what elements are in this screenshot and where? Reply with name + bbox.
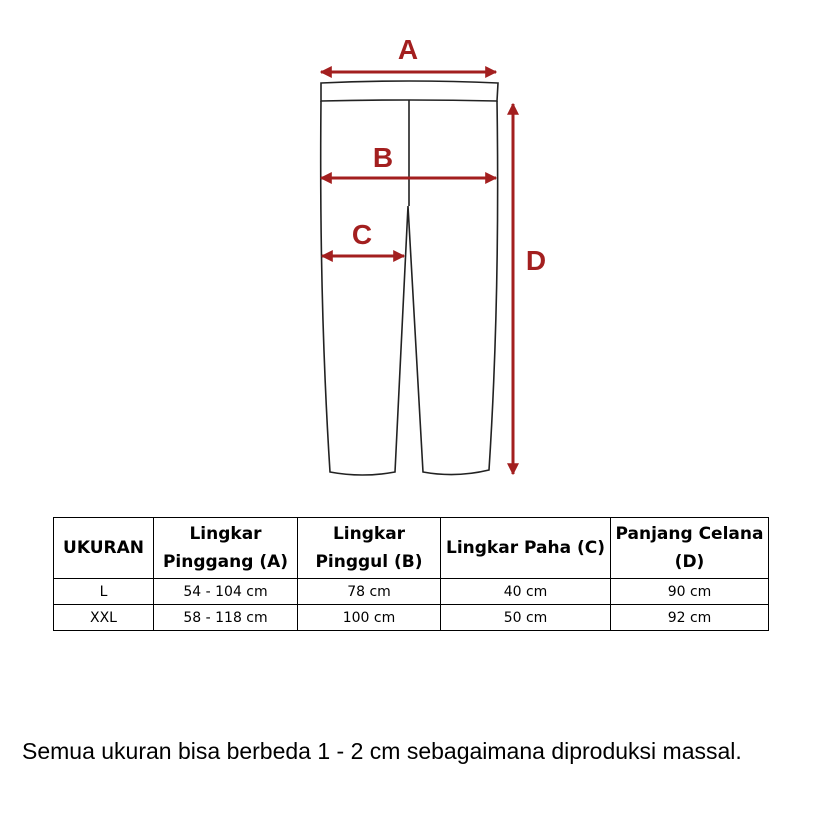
cell-length: 92 cm <box>611 605 769 631</box>
table-header-row <box>54 518 769 579</box>
header-length: Panjang Celana (D) <box>611 518 769 579</box>
label-c: C <box>351 219 373 250</box>
header-size: UKURAN <box>54 518 154 579</box>
cell-hip: 78 cm <box>298 579 441 605</box>
label-b: B <box>372 142 394 173</box>
cell-size: XXL <box>54 605 154 631</box>
cell-waist: 58 - 118 cm <box>154 605 298 631</box>
cell-thigh: 40 cm <box>441 579 611 605</box>
label-d: D <box>525 245 547 276</box>
table-row <box>54 579 769 605</box>
cell-length: 90 cm <box>611 579 769 605</box>
cell-hip: 100 cm <box>298 605 441 631</box>
header-waist: Lingkar Pinggang (A) <box>154 518 298 579</box>
cell-size: L <box>54 579 154 605</box>
table-row <box>54 605 769 631</box>
cell-waist: 54 - 104 cm <box>154 579 298 605</box>
size-note: Semua ukuran bisa berbeda 1 - 2 cm sebagaimana diproduksi massal. <box>22 738 742 764</box>
header-thigh: Lingkar Paha (C) <box>441 518 611 579</box>
pants-outline <box>321 81 498 475</box>
label-a: A <box>397 34 419 65</box>
header-hip: Lingkar Pinggul (B) <box>298 518 441 579</box>
size-table <box>53 517 769 631</box>
cell-thigh: 50 cm <box>441 605 611 631</box>
